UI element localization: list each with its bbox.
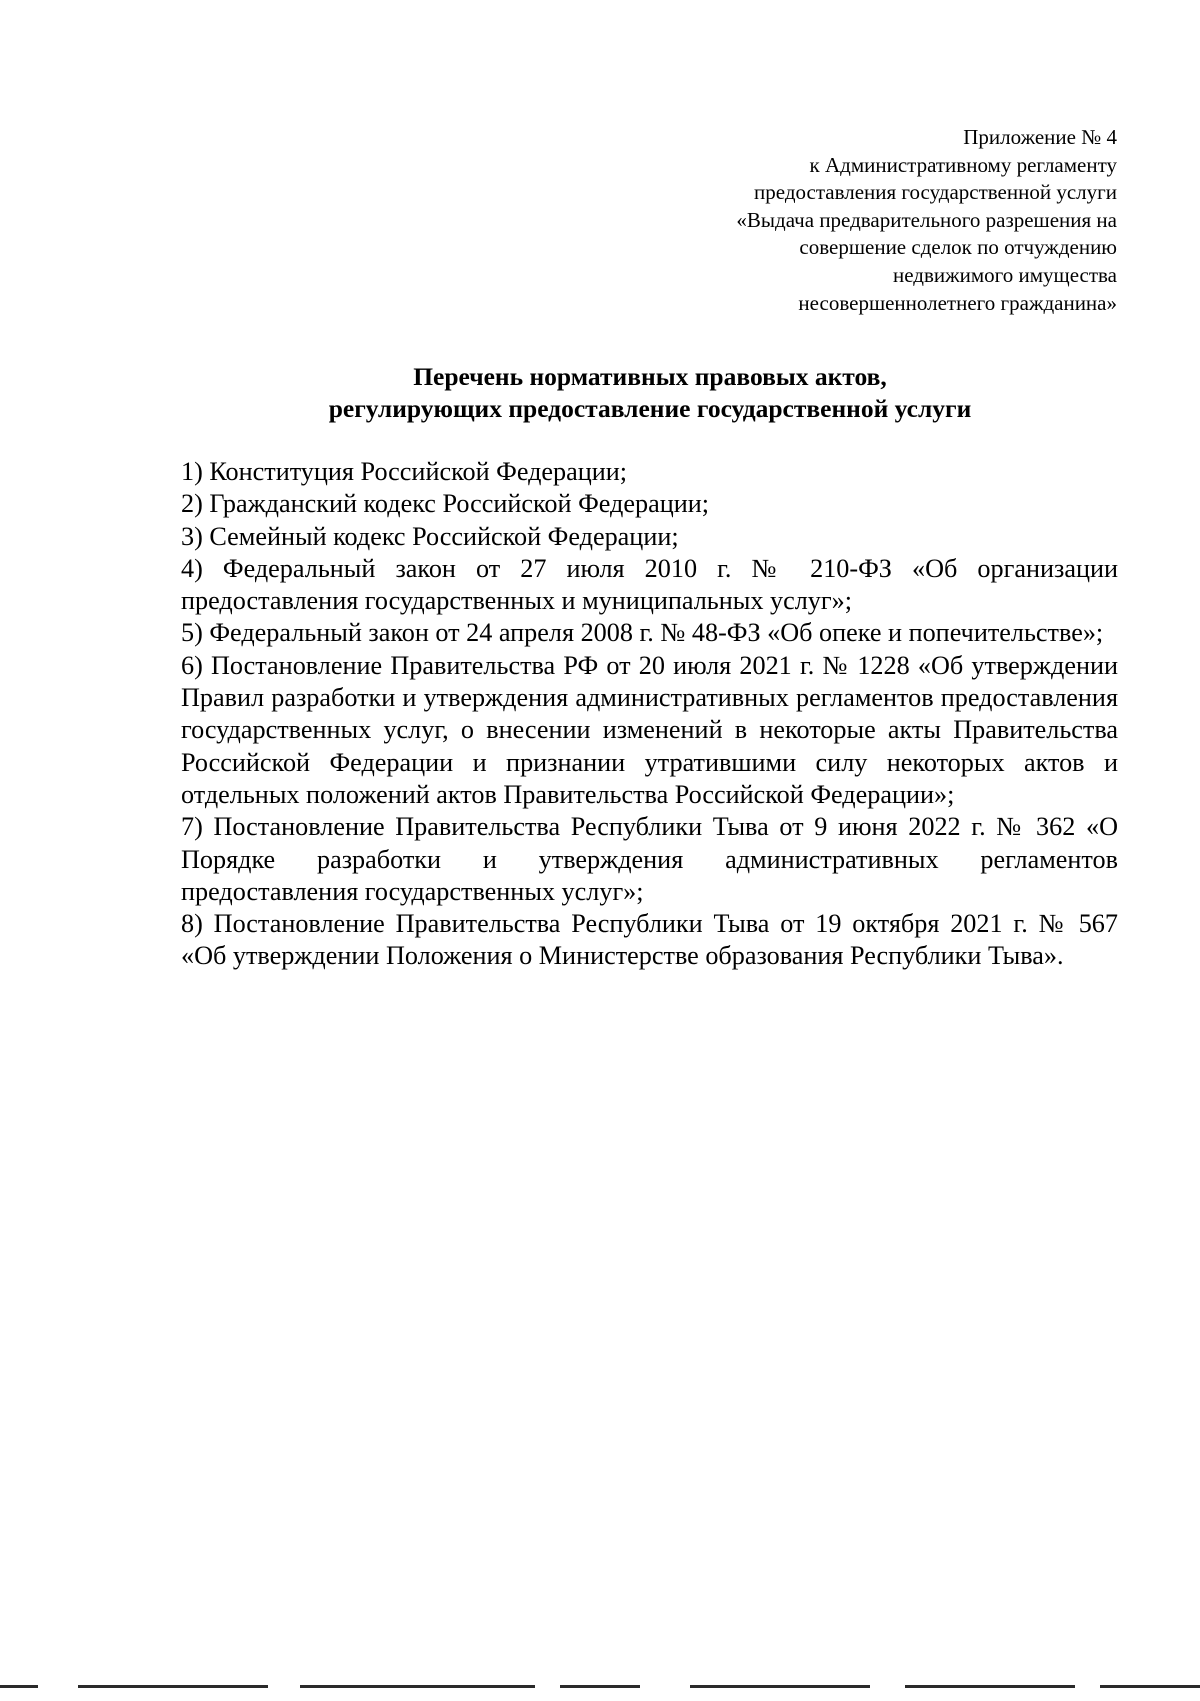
scan-edge-artifact: [0, 1685, 1200, 1691]
appendix-header: [597, 124, 1117, 317]
title-line: регулирующих предоставление государственной услуги: [328, 394, 972, 423]
legal-act-item: 7) Постановление Правительства Республики Тыва от 9 июня 2022 г. № 362 «О Порядке разработки и утверждения административных регламентов предоставления государственных услуг»;: [181, 812, 1118, 906]
appendix-line: недвижимого имущества: [893, 262, 1117, 287]
legal-act-item: 2) Гражданский кодекс Российской Федерации;: [181, 489, 710, 519]
document-title: [180, 361, 1120, 425]
legal-act-item: 1) Конституция Российской Федерации;: [181, 457, 628, 486]
appendix-line: несовершеннолетнего гражданина»: [798, 290, 1117, 315]
legal-acts-list: [181, 456, 1118, 973]
legal-act-item: 6) Постановление Правительства РФ от 20 июля 2021 г. № 1228 «Об утверждении Правил разработки и утверждения административных регламентов предоставления государственных услуг, о внесении изменений в некоторые акты Правительства Российской Федерации и признании утратившими силу некоторых актов и отдельных положений актов Правительства Российской Федерации»;: [181, 650, 1118, 809]
appendix-line: совершение сделок по отчуждению: [799, 235, 1117, 260]
legal-act-item: 3) Семейный кодекс Российской Федерации;: [181, 521, 679, 551]
legal-act-item: 4) Федеральный закон от 27 июля 2010 г. № 210-ФЗ «Об организации предоставления государственных и муниципальных услуг»;: [181, 553, 1118, 616]
title-line: Перечень нормативных правовых актов,: [413, 362, 887, 391]
legal-act-item: 8) Постановление Правительства Республики Тыва от 19 октября 2021 г. № 567 «Об утверждении Положения о Министерстве образования Республики Тыва».: [181, 909, 1118, 971]
appendix-line: к Административному регламенту: [809, 152, 1117, 177]
appendix-line: «Выдача предварительного разрешения на: [736, 207, 1117, 232]
appendix-line: предоставления государственной услуги: [754, 180, 1117, 205]
appendix-line: Приложение № 4: [963, 125, 1117, 149]
legal-act-item: 5) Федеральный закон от 24 апреля 2008 г. № 48-ФЗ «Об опеке и попечительстве»;: [181, 618, 1104, 648]
